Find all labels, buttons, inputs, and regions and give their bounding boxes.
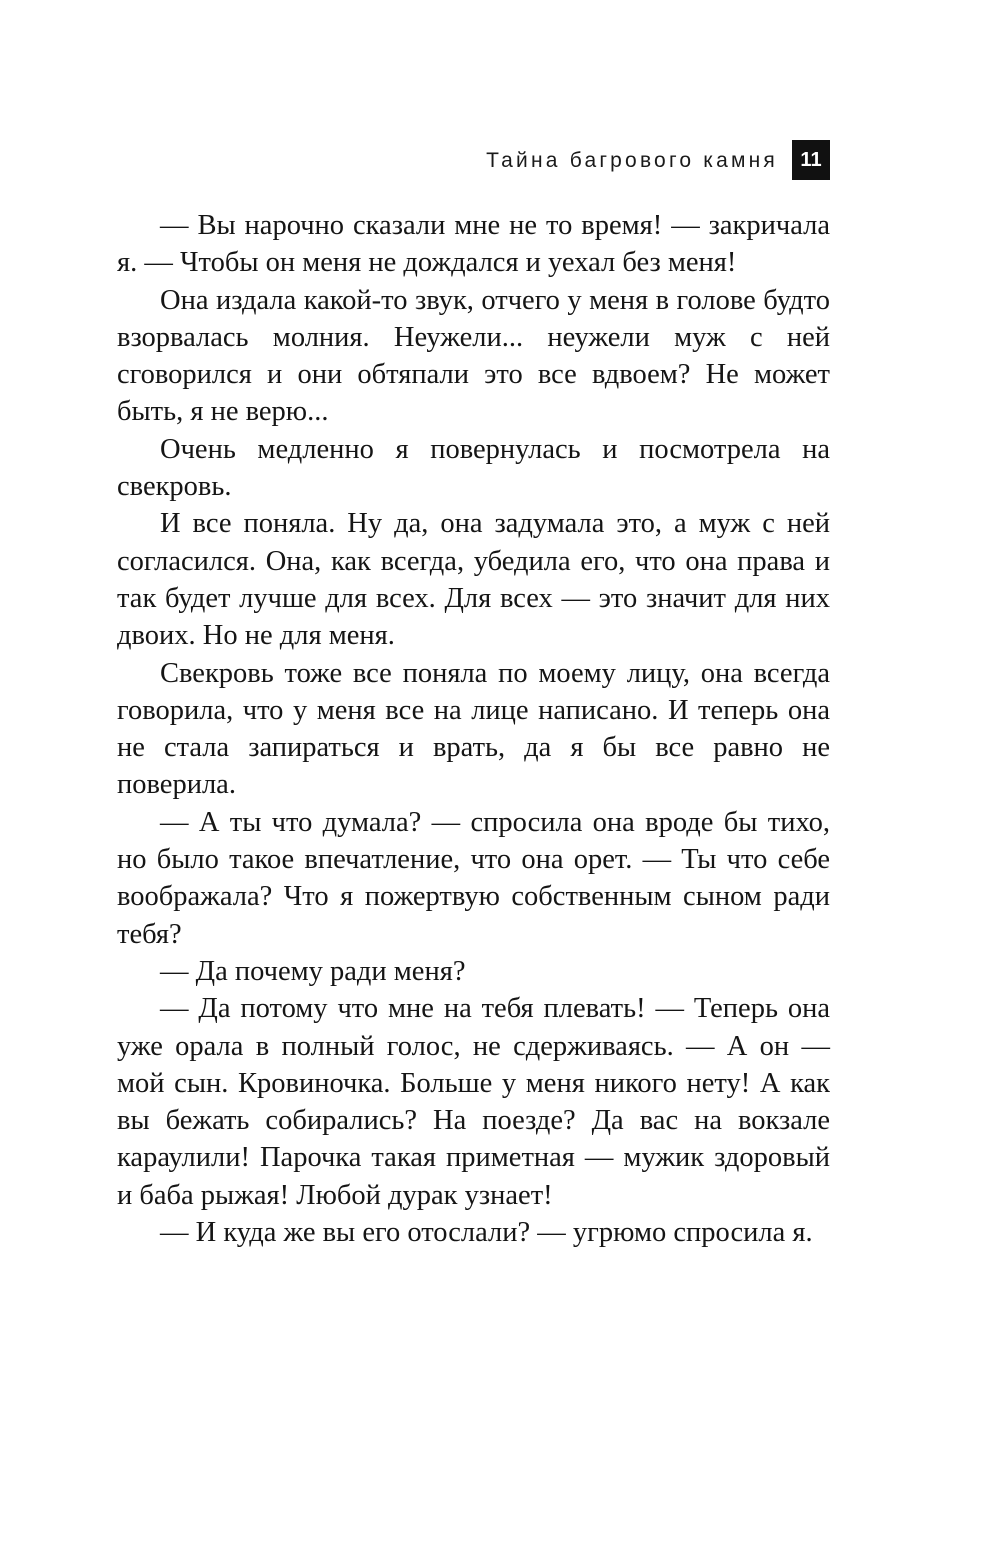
running-title: Тайна багрового камня — [486, 148, 778, 172]
paragraph: — И куда же вы его отослали? — угрюмо спросила я. — [160, 1217, 813, 1249]
paragraph: — А ты что думала? — спросила она вроде бы тихо, но было такое впечатление, что она орет. — Ты что себе воображала? Что я пожертвую собственным сыном ради тебя? — [117, 806, 830, 950]
paragraph: Очень медленно я повернулась и посмотрела на свекровь. — [117, 433, 830, 503]
paragraph: Свекровь тоже все поняла по моему лицу, она всегда говорила, что у меня все на лице написано. И теперь она не стала запираться и врать, да я бы все равно не поверила. — [117, 657, 830, 801]
paragraph: — Да потому что мне на тебя плевать! — Теперь она уже орала в полный голос, не сдерживаясь. — А он — мой сын. Кровиночка. Больше у меня никого нету! А как вы бежать собирались? На поезде? Да вас на вокзале караулили! Парочка такая приметная — мужик здоровый и баба рыжая! Любой дурак узнает! — [117, 993, 830, 1211]
page-number: 11 — [792, 140, 830, 180]
paragraph: — Вы нарочно сказали мне не то время! — закричала я. — Чтобы он меня не дождался и уехал без меня! — [117, 210, 830, 279]
running-head — [0, 139, 1000, 181]
paragraph: — Да почему ради меня? — [160, 955, 466, 987]
paragraph: И все поняла. Ну да, она задумала это, а муж с ней согласился. Она, как всегда, убедила его, что она права и так будет лучше для всех. Для всех — это значит для них двоих. Но не для меня. — [117, 508, 830, 652]
body-text — [117, 207, 830, 1251]
paragraph: Она издала какой-то звук, отчего у меня в голове будто взорвалась молния. Неужели... неужели муж с ней сговорился и они обтяпали это все вдвоем? Не может быть, я не верю... — [117, 284, 830, 428]
